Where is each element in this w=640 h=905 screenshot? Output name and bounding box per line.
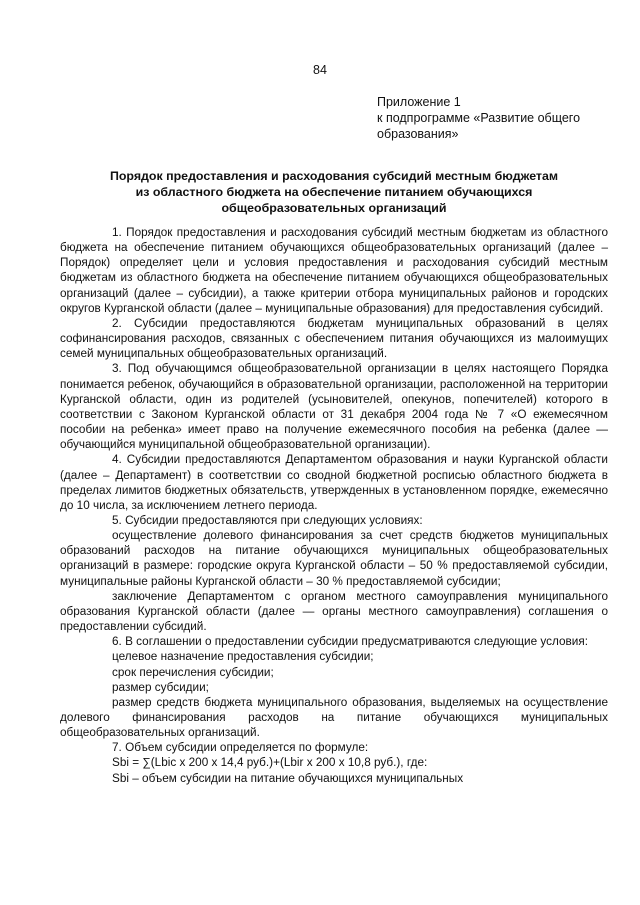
appendix-note <box>377 94 617 142</box>
document-body <box>60 225 608 786</box>
title-line: из областного бюджета на обеспечение питанием обучающихся <box>135 185 533 199</box>
paragraph-6-item-2: срок перечисления субсидии; <box>112 665 274 679</box>
paragraph-6: 6. В соглашении о предоставлении субсидии предусматриваются следующие условия: <box>112 635 588 649</box>
paragraph-2: 2. Субсидии предоставляются бюджетам муниципальных образований в целях софинансирования расходов, связанных с обеспечением питания обучающихся из малоимущих семей муниципальных общеобразовательных организаций. <box>60 316 608 361</box>
paragraph-1: 1. Порядок предоставления и расходования субсидий местным бюджетам из областного бюджета на обеспечение питанием обучающихся общеобразовательных организаций (далее – Порядок) определяет цели и условия предоставления и расходования субсидий местным бюджетам из областного бюджета на обеспечение питанием обучающихся общеобразовательных организаций (далее – субсидии), а также критерии отбора муниципальных районов и городских округов Курганской области (далее – муниципальные образования) для предоставления субсидий. <box>60 226 608 315</box>
page-number: 84 <box>313 63 327 77</box>
paragraph-4: 4. Субсидии предоставляются Департаментом образования и науки Курганской области (далее – Департамент) в соответствии со сводной бюджетной росписью областного бюджета в пределах лимитов бюджетных обязательств, утвержденных в установленном порядке, ежемесячно до 10 числа, за исключением летнего периода. <box>60 453 608 512</box>
paragraph-3: 3. Под обучающимся общеобразовательной организации в целях настоящего Порядка понимается ребенок, обучающийся в образовательной организации, расположенной на территории Курганской области, один из родителей (усыновителей, опекунов, попечителей) которого в соответствии с Законом Курганской области от 31 декабря 2004 года № 7 «О ежемесячном пособии на ребенка» имеет право на получение ежемесячного пособия на ребенка (далее — обучающийся муниципальной общеобразовательной организации). <box>60 362 608 452</box>
paragraph-7-definition: Sbi – объем субсидии на питание обучающихся муниципальных <box>112 771 464 785</box>
appendix-line: образования» <box>377 127 459 141</box>
paragraph-5-condition-2: заключение Департаментом с органом местного самоуправления муниципального образования Курганской области (далее — органы местного самоуправления) соглашения о предоставлении субсидий. <box>60 589 608 634</box>
paragraph-6-item-4: размер средств бюджета муниципального образования, выделяемых на осуществление долевого финансирования расходов на питание обучающихся муниципальных общеобразовательных организаций. <box>60 695 608 740</box>
paragraph-6-item-1: целевое назначение предоставления субсидии; <box>112 650 374 664</box>
paragraph-5: 5. Субсидии предоставляются при следующих условиях: <box>112 513 423 527</box>
document-title <box>60 168 608 216</box>
appendix-line: к подпрограмме «Развитие общего <box>377 111 581 125</box>
title-line: Порядок предоставления и расходования субсидий местным бюджетам <box>109 169 559 183</box>
appendix-line: Приложение 1 <box>377 95 461 109</box>
paragraph-5-condition-1: осуществление долевого финансирования за счет средств бюджетов муниципальных образований расходов на питание обучающихся муниципальных общеобразовательных организаций в размере: городские округа Курганской области – 50 % предоставляемой субсидии, муниципальные районы Курганской области – 30 % предоставляемой субсидии; <box>60 529 608 588</box>
paragraph-7: 7. Объем субсидии определяется по формуле: <box>112 741 369 755</box>
title-line: общеобразовательных организаций <box>221 201 447 215</box>
paragraph-6-item-3: размер субсидии; <box>112 680 209 694</box>
subsidy-formula: Sbi = ∑(Lbic x 200 x 14,4 руб.)+(Lbir x 200 x 10,8 руб.), где: <box>112 756 428 770</box>
